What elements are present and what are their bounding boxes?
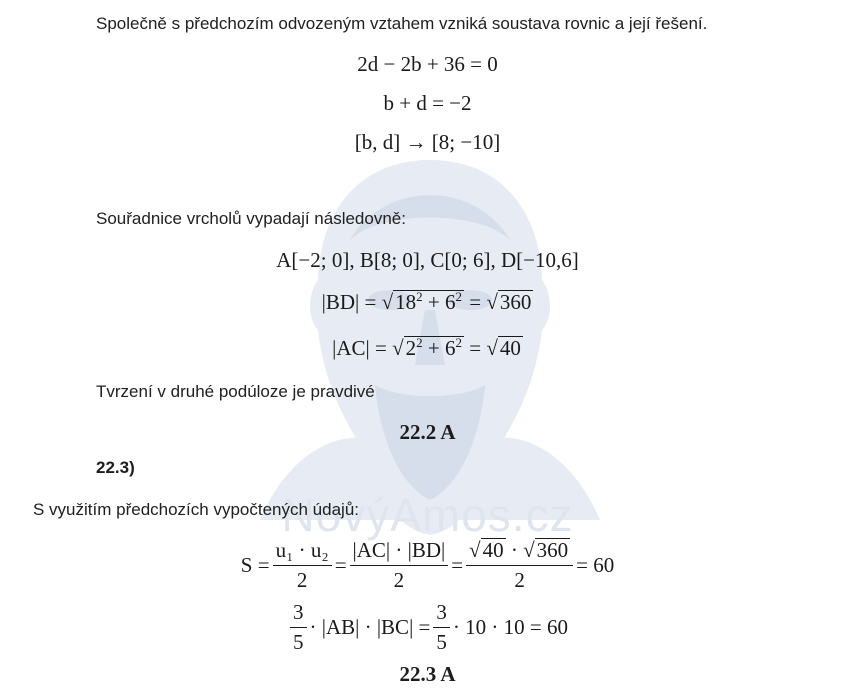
fraction-lengths xyxy=(350,538,449,593)
sqrt-symbol: $√18^2 + 6^2$ xyxy=(381,289,462,314)
bd-length xyxy=(0,290,855,315)
sqrt-symbol: √40 xyxy=(486,336,521,360)
fraction-denominator: 2 xyxy=(296,568,308,592)
equation-1: 2d − 2b + 36 = 0 xyxy=(357,52,498,76)
claim-paragraph: Tvrzení v druhé podúloze je pravdivé xyxy=(96,382,375,401)
bd-radicand-a: 18 xyxy=(395,290,417,314)
fraction-three-fifths: $\frac{3}{5}$ xyxy=(290,600,307,655)
data-paragraph: S využitím předchozích vypočtených údajů: xyxy=(33,500,359,519)
answer-22-3: 22.3 A xyxy=(399,662,456,686)
area-formula: S = $\frac{\text{u₁ · u₂}}{2}$ = $\frac{|AC| \cdot |BD|}{2}$ = $\frac{√40 \cdot √360}{2}$ = 60 xyxy=(240,538,615,592)
fraction-numerator: |AC| · |BD| xyxy=(350,538,449,566)
bd-lhs: |BD| = xyxy=(321,290,382,314)
ac-result: 40 xyxy=(499,336,521,360)
sqrt-symbol: √360 xyxy=(486,290,532,314)
ac-radicand-a: 2 xyxy=(405,336,417,360)
fraction-numerator: √40 · √360 xyxy=(466,538,573,566)
area-result: = 60 xyxy=(576,553,615,577)
ac-lhs: |AC| = xyxy=(332,336,393,360)
fraction-roots xyxy=(466,538,573,593)
check-middle: · |AB| · |BC| = xyxy=(309,615,431,639)
equation-2: b + d = −2 xyxy=(383,91,472,115)
sqrt-symbol: $√2^2 + 6^2$ xyxy=(392,335,462,360)
system-solution: [b, d] → [8; −10] xyxy=(354,130,501,154)
vertices-paragraph: Souřadnice vrcholů vypadají následovně: xyxy=(96,209,406,228)
fraction-diagonals xyxy=(273,538,332,593)
watermark-text: NovýAmos.cz xyxy=(281,489,574,541)
answer-22-2: 22.2 A xyxy=(399,420,456,444)
area-s: S = xyxy=(240,553,270,577)
check-tail: · 10 · 10 = 60 xyxy=(452,615,568,639)
intro-paragraph: Společně s předchozím odvozeným vztahem vzniká soustava rovnic a její řešení. xyxy=(96,14,708,33)
fraction-numerator: u₁ · u₂ xyxy=(273,538,332,566)
ac-equals: = xyxy=(463,336,487,360)
check-formula xyxy=(0,600,855,655)
bd-result: 360 xyxy=(499,290,532,314)
fraction-denominator: 2 xyxy=(514,568,525,592)
ac-length xyxy=(0,336,855,361)
fraction-denominator: 2 xyxy=(393,568,405,592)
vertices-coordinates: A[−2; 0], B[8; 0], C[0; 6], D[−10,6] xyxy=(276,248,579,272)
bd-equals: = xyxy=(463,290,487,314)
fraction-three-fifths: $\frac{3}{5}$ xyxy=(433,600,450,655)
section-heading-22-3: 22.3) xyxy=(96,458,135,477)
